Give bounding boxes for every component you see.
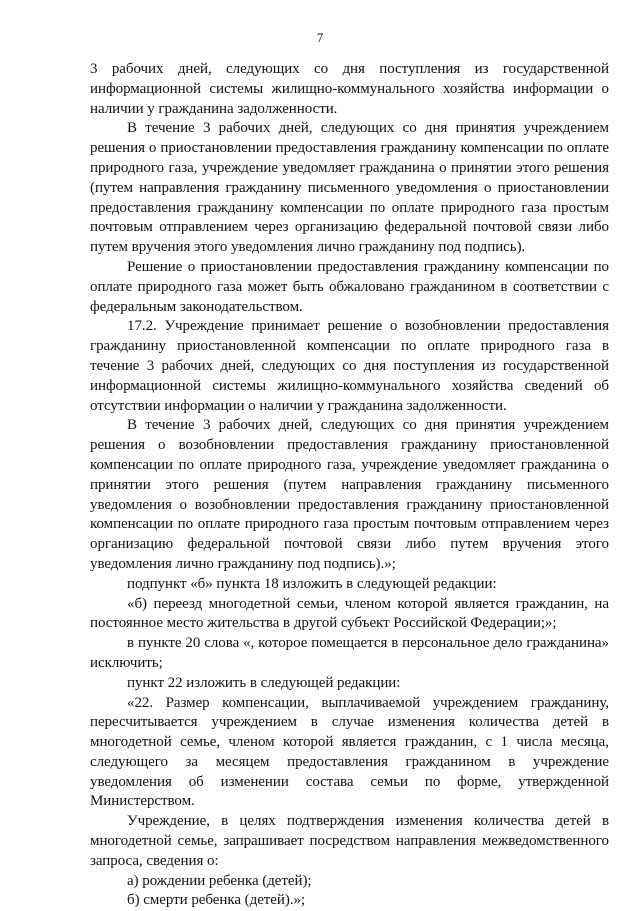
paragraph: В течение 3 рабочих дней, следующих со дня принятия учреждением решения о приостановлении предоставления гражданину компенсации по оплате природного газа, учреждение уведомляет гражданина о принятии этого решения (путем направления гражданину письменного уведомления о приостановлении предоставления гражданину компенсации по оплате природного газа простым почтовым отправлением через организацию федеральной почтовой связи либо путем вручения этого уведомления лично гражданину под подпись). bbox=[90, 120, 609, 256]
paragraph: пункт 22 изложить в следующей редакции: bbox=[127, 674, 401, 691]
paragraph: 3 рабочих дней, следующих со дня поступления из государственной информационной системы жилищно-коммунального хозяйства информации о наличии у гражданина задолженности. bbox=[90, 61, 609, 117]
document-body bbox=[90, 60, 609, 911]
list-item: б) смерти ребенка (детей).»; bbox=[127, 892, 306, 909]
paragraph: Решение о приостановлении предоставления гражданину компенсации по оплате природного газа может быть обжаловано гражданином в соответствии с федеральным законодательством. bbox=[90, 258, 609, 315]
paragraph: подпункт «б» пункта 18 изложить в следующей редакции: bbox=[127, 575, 497, 592]
page-number: 7 bbox=[316, 30, 324, 45]
paragraph: Учреждение, в целях подтверждения изменения количества детей в многодетной семье, запрашивает посредством направления межведомственного запроса, сведения о: bbox=[90, 813, 609, 869]
paragraph: 17.2. Учреждение принимает решение о возобновлении предоставления гражданину приостановленной компенсации по оплате природного газа в течение 3 рабочих дней, следующих со дня поступления из государственной информационной системы жилищно-коммунального хозяйства сведений об отсутствии информации о наличии у гражданина задолженности. bbox=[90, 318, 609, 414]
paragraph: «22. Размер компенсации, выплачиваемой учреждением гражданину, пересчитывается учреждением в случае изменения количества детей в многодетной семье, членом которой является гражданин, с 1 числа месяца, следующего за месяцем предоставления гражданином в учреждение уведомления об изменении состава семьи по форме, утвержденной Министерством. bbox=[90, 694, 609, 810]
paragraph: «б) переезд многодетной семьи, членом которой является гражданин, на постоянное место жительства в другой субъект Российской Федерации;»; bbox=[90, 595, 609, 632]
paragraph: В течение 3 рабочих дней, следующих со дня принятия учреждением решения о возобновлении предоставления гражданину приостановленной компенсации по оплате природного газа, учреждение уведомляет гражданина о принятии этого решения (путем направления гражданину письменного уведомления о возобновлении предоставления гражданину приостановленной компенсации по оплате природного газа простым почтовым отправлением через организацию федеральной почтовой связи либо путем вручения этого уведомления лично гражданину под подпись).»; bbox=[90, 417, 609, 572]
paragraph: в пункте 20 слова «, которое помещается в персональное дело гражданина» исключить; bbox=[90, 635, 609, 671]
list-item: а) рождении ребенка (детей); bbox=[127, 872, 312, 889]
